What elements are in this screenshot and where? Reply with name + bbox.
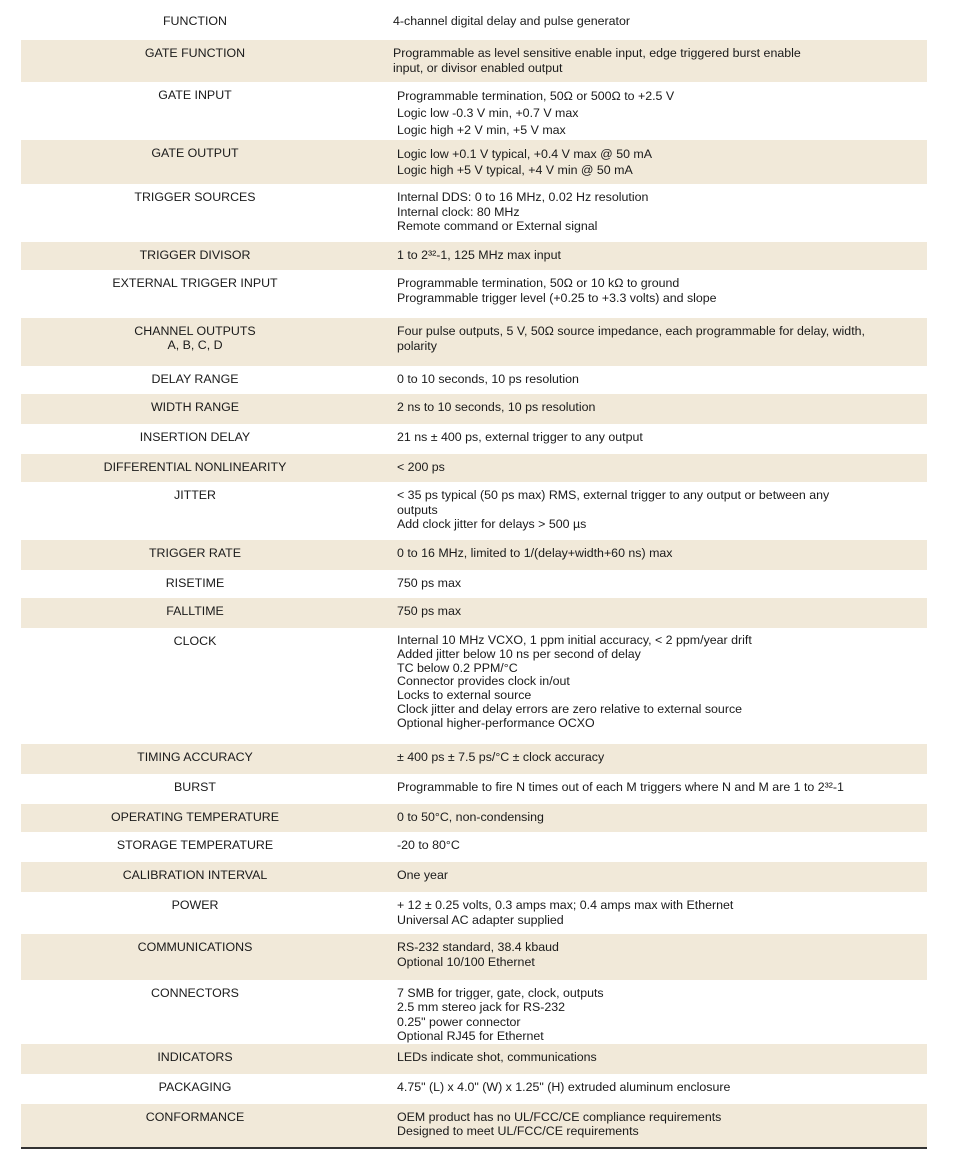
spec-label <box>21 804 369 832</box>
spec-label <box>21 598 369 628</box>
spec-label-line: WIDTH RANGE <box>150 400 240 414</box>
spec-label-line: TRIGGER RATE <box>148 546 241 560</box>
spec-label-line: TIMING ACCURACY <box>137 750 253 764</box>
spec-row <box>21 454 927 482</box>
spec-value-line: LEDs indicate shot, communications <box>397 1049 597 1064</box>
spec-value-line: Internal DDS: 0 to 16 MHz, 0.02 Hz resolution <box>397 190 649 204</box>
spec-label-line: INSERTION DELAY <box>139 430 251 444</box>
spec-value-line: Programmable to fire N times out of each M triggers where N and M are 1 to 2³²-1 <box>397 780 844 794</box>
spec-label <box>21 270 369 318</box>
spec-label <box>21 394 369 424</box>
spec-value-line: Clock jitter and delay errors are zero relative to external source <box>397 701 743 716</box>
spec-value-line: Logic high +2 V min, +5 V max <box>397 122 566 137</box>
spec-value-line: 4.75" (L) x 4.0" (W) x 1.25" (H) extruded aluminum enclosure <box>397 1079 731 1094</box>
spec-label <box>21 774 369 804</box>
spec-value <box>369 628 927 744</box>
spec-value-line: Logic low +0.1 V typical, +0.4 V max @ 50 mA <box>397 147 653 161</box>
spec-value <box>369 1044 927 1074</box>
spec-label-line: DELAY RANGE <box>151 372 239 386</box>
spec-label-line: FALLTIME <box>166 604 224 618</box>
spec-value <box>369 454 927 482</box>
spec-label-line: DIFFERENTIAL NONLINEARITY <box>103 460 287 474</box>
spec-label-line: FUNCTION <box>162 14 227 28</box>
spec-row <box>21 744 927 774</box>
spec-label <box>21 832 369 862</box>
spec-value <box>369 82 927 140</box>
spec-value-line: Locks to external source <box>397 688 532 703</box>
spec-row <box>21 980 927 1044</box>
spec-value-line: input, or divisor enabled output <box>393 60 563 75</box>
spec-value-line: Designed to meet UL/FCC/CE requirements <box>397 1124 639 1139</box>
spec-value-line: 0.25" power connector <box>397 1014 521 1029</box>
spec-label-line: GATE OUTPUT <box>151 146 239 160</box>
spec-row <box>21 540 927 570</box>
spec-row <box>21 394 927 424</box>
spec-value-line: 4-channel digital delay and pulse generator <box>393 14 630 28</box>
spec-value <box>369 832 927 862</box>
spec-value-line: 750 ps max <box>397 604 462 618</box>
spec-label <box>21 8 369 40</box>
spec-row <box>21 598 927 628</box>
spec-row <box>21 242 927 270</box>
spec-row <box>21 40 927 82</box>
spec-value-line: Optional higher-performance OCXO <box>397 715 595 730</box>
spec-value-line: TC below 0.2 PPM/°C <box>397 660 518 675</box>
spec-value <box>369 570 927 598</box>
spec-value <box>369 424 927 454</box>
spec-row <box>21 140 927 184</box>
spec-value <box>369 1074 927 1104</box>
spec-row <box>21 628 927 744</box>
spec-value-line: 0 to 10 seconds, 10 ps resolution <box>397 372 579 386</box>
spec-value-line: Add clock jitter for delays > 500 µs <box>397 517 587 532</box>
spec-label-line: CALIBRATION INTERVAL <box>122 868 268 882</box>
spec-value <box>369 744 927 774</box>
spec-value <box>369 892 927 934</box>
spec-value-line: + 12 ± 0.25 volts, 0.3 amps max; 0.4 amps max with Ethernet <box>397 898 734 912</box>
spec-row <box>21 184 927 242</box>
spec-value <box>369 934 927 980</box>
spec-label <box>21 934 369 980</box>
spec-row <box>21 424 927 454</box>
spec-row <box>21 892 927 934</box>
spec-label <box>21 40 369 82</box>
spec-value-line: < 35 ps typical (50 ps max) RMS, external trigger to any output or between any <box>397 488 830 502</box>
spec-value-line: outputs <box>397 502 438 517</box>
spec-label-line: JITTER <box>174 488 216 502</box>
spec-value-line: 2 ns to 10 seconds, 10 ps resolution <box>397 400 596 414</box>
spec-value-line: ± 400 ps ± 7.5 ps/°C ± clock accuracy <box>397 750 605 764</box>
spec-row <box>21 318 927 366</box>
spec-value <box>369 242 927 270</box>
spec-value-line: One year <box>397 868 448 882</box>
spec-value-line: Optional 10/100 Ethernet <box>397 954 535 969</box>
spec-value <box>369 184 927 242</box>
spec-row <box>21 862 927 892</box>
spec-value <box>369 598 927 628</box>
spec-label <box>21 1074 369 1104</box>
spec-value-line: Optional RJ45 for Ethernet <box>397 1029 544 1044</box>
spec-label-line: CHANNEL OUTPUTS <box>134 324 256 338</box>
spec-label <box>21 1044 369 1074</box>
spec-label-line: EXTERNAL TRIGGER INPUT <box>112 276 278 290</box>
spec-value-line: Universal AC adapter supplied <box>397 912 564 927</box>
spec-value <box>369 774 927 804</box>
spec-row <box>21 774 927 804</box>
spec-value-line: Four pulse outputs, 5 V, 50Ω source impedance, each programmable for delay, width, <box>397 324 865 338</box>
spec-value-line: 21 ns ± 400 ps, external trigger to any output <box>397 430 643 444</box>
spec-value-line: Programmable as level sensitive enable input, edge triggered burst enable <box>393 46 801 60</box>
spec-value-line: < 200 ps <box>397 460 445 474</box>
spec-value <box>369 366 927 394</box>
spec-label <box>21 140 369 184</box>
spec-label <box>21 366 369 394</box>
spec-label <box>21 628 369 744</box>
spec-label <box>21 184 369 242</box>
spec-table-body <box>21 8 927 1148</box>
spec-value-line: polarity <box>397 338 437 353</box>
spec-row <box>21 1044 927 1074</box>
spec-value <box>369 394 927 424</box>
spec-value-line: Added jitter below 10 ns per second of delay <box>397 646 641 661</box>
spec-label-line: POWER <box>171 898 219 912</box>
spec-value <box>369 980 927 1044</box>
spec-value <box>369 804 927 832</box>
spec-value <box>369 270 927 318</box>
spec-value-line: 2.5 mm stereo jack for RS-232 <box>397 1000 566 1015</box>
spec-value-line: Remote command or External signal <box>397 219 598 234</box>
spec-value <box>369 140 927 184</box>
spec-value-line: Programmable trigger level (+0.25 to +3.3 volts) and slope <box>397 290 717 305</box>
spec-label-line: GATE INPUT <box>158 88 232 102</box>
spec-label-line: INDICATORS <box>157 1049 233 1064</box>
spec-label-line: BURST <box>174 780 216 794</box>
spec-label-line: TRIGGER DIVISOR <box>139 248 251 262</box>
spec-value-line: OEM product has no UL/FCC/CE compliance requirements <box>397 1109 722 1124</box>
spec-label-line: COMMUNICATIONS <box>137 940 253 954</box>
spec-label-line: A, B, C, D <box>167 338 223 352</box>
spec-value <box>369 862 927 892</box>
spec-value-line: Connector provides clock in/out <box>397 674 570 689</box>
spec-label <box>21 242 369 270</box>
spec-value-line: 7 SMB for trigger, gate, clock, outputs <box>397 986 604 1000</box>
spec-label-line: OPERATING TEMPERATURE <box>111 810 279 824</box>
spec-value-line: 0 to 50°C, non-condensing <box>397 810 544 824</box>
spec-value-line: Programmable termination, 50Ω or 10 kΩ to ground <box>397 276 680 290</box>
spec-value <box>369 540 927 570</box>
spec-label <box>21 318 369 366</box>
spec-row <box>21 8 927 40</box>
spec-label-line: STORAGE TEMPERATURE <box>116 838 274 852</box>
spec-row <box>21 82 927 140</box>
spec-row <box>21 270 927 318</box>
spec-value-line: -20 to 80°C <box>397 838 460 852</box>
spec-label <box>21 1104 369 1148</box>
spec-label-line: TRIGGER SOURCES <box>134 190 256 204</box>
spec-label-line: RISETIME <box>165 576 225 590</box>
spec-value-line: RS-232 standard, 38.4 kbaud <box>397 940 559 954</box>
spec-row <box>21 804 927 832</box>
spec-row <box>21 1104 927 1148</box>
spec-value <box>369 40 927 82</box>
spec-label <box>21 454 369 482</box>
spec-row <box>21 934 927 980</box>
spec-label-line: CLOCK <box>173 634 217 648</box>
spec-value-line: Internal clock: 80 MHz <box>397 204 520 219</box>
spec-label <box>21 540 369 570</box>
spec-label-line: GATE FUNCTION <box>144 46 246 60</box>
spec-value-line: Internal 10 MHz VCXO, 1 ppm initial accuracy, < 2 ppm/year drift <box>397 633 752 647</box>
spec-value-line: Programmable termination, 50Ω or 500Ω to +2.5 V <box>397 89 675 103</box>
spec-table <box>21 8 927 1149</box>
spec-label <box>21 424 369 454</box>
spec-label <box>21 892 369 934</box>
spec-value-line: Logic high +5 V typical, +4 V min @ 50 mA <box>397 163 633 178</box>
spec-value <box>369 8 927 40</box>
spec-label-line: CONFORMANCE <box>145 1109 245 1124</box>
spec-value-line: 1 to 2³²-1, 125 MHz max input <box>397 248 561 262</box>
spec-value-line: 750 ps max <box>397 576 462 590</box>
spec-value <box>369 482 927 540</box>
spec-value-line: Logic low -0.3 V min, +0.7 V max <box>397 105 579 120</box>
spec-label <box>21 980 369 1044</box>
spec-label <box>21 570 369 598</box>
spec-row <box>21 570 927 598</box>
spec-label-line: CONNECTORS <box>151 986 239 1000</box>
spec-row <box>21 482 927 540</box>
spec-label <box>21 482 369 540</box>
spec-label <box>21 744 369 774</box>
spec-row <box>21 832 927 862</box>
spec-value <box>369 1104 927 1148</box>
spec-value-line: 0 to 16 MHz, limited to 1/(delay+width+60 ns) max <box>397 546 673 560</box>
spec-value <box>369 318 927 366</box>
spec-row <box>21 366 927 394</box>
spec-label-line: PACKAGING <box>158 1079 232 1094</box>
spec-row <box>21 1074 927 1104</box>
spec-label <box>21 862 369 892</box>
spec-label <box>21 82 369 140</box>
